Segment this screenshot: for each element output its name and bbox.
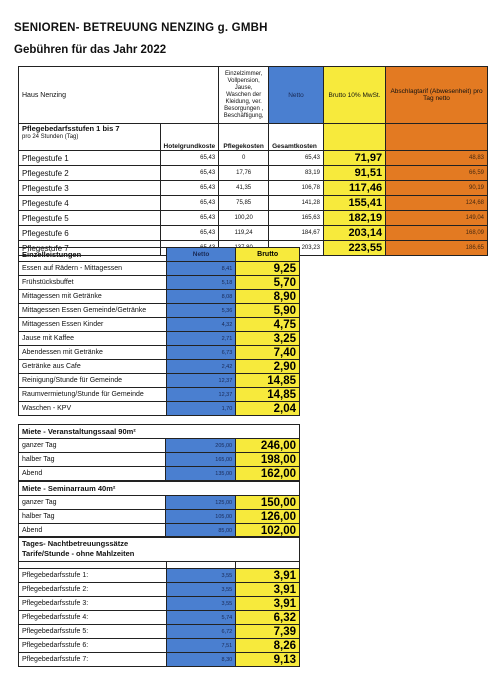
saal-brutto-value: 198,00 [236, 453, 300, 467]
einzelleistung-row [19, 360, 300, 374]
col-hotel-header: Hotelgrundkoste [160, 124, 219, 151]
einzelleistung-brutto-value: 2,04 [236, 402, 300, 416]
einzelleistung-netto-value: 12,37 [166, 388, 235, 402]
abschlag-value: 149,04 [386, 211, 488, 226]
care-columns-row [19, 124, 488, 151]
care-level-row [19, 226, 488, 241]
einzelleistung-brutto-value: 7,40 [236, 346, 300, 360]
document-title: SENIOREN- BETREUUNG NENZING g. GMBH [14, 22, 268, 34]
care-level-row [19, 211, 488, 226]
nacht-label: Pflegebedarfsstufe 2: [19, 583, 167, 597]
total-cost-value: 106,78 [269, 181, 324, 196]
nacht-row [19, 625, 300, 639]
einzelleistung-row [19, 332, 300, 346]
total-cost-value: 65,43 [269, 151, 324, 166]
einzelleistung-row [19, 318, 300, 332]
saal-netto-value: 135,00 [166, 467, 236, 481]
einzelleistung-label: Mittagessen Essen Kinder [19, 318, 167, 332]
einzelleistung-label: Frühstücksbuffet [19, 276, 167, 290]
einzelleistung-label: Mittagessen mit Getränke [19, 290, 167, 304]
saal-brutto-value: 162,00 [236, 467, 300, 481]
nacht-netto-value: 7,51 [166, 639, 236, 653]
einzelleistung-brutto-value: 14,85 [236, 388, 300, 402]
col-pflege-header: Pflegekosten [219, 124, 269, 151]
total-cost-value: 184,67 [269, 226, 324, 241]
einzelleistung-label: Jause mit Kaffee [19, 332, 167, 346]
care-level-label: Pflegestufe 4 [19, 196, 161, 211]
einzelleistung-netto-value: 6,73 [166, 346, 235, 360]
seminar-label: ganzer Tag [19, 496, 166, 510]
seminar-brutto-value: 126,00 [236, 510, 300, 524]
care-level-label: Pflegestufe 6 [19, 226, 161, 241]
brutto-value: 203,14 [323, 226, 385, 241]
seminarraum-table [18, 481, 300, 538]
einzelleistungen-netto-header: Netto [166, 248, 235, 262]
einzelleistung-row [19, 290, 300, 304]
saal-label: Abend [19, 467, 166, 481]
total-cost-value: 203,23 [269, 241, 324, 256]
seminar-brutto-value: 150,00 [236, 496, 300, 510]
einzelleistung-row [19, 304, 300, 318]
nacht-netto-value: 5,74 [166, 611, 236, 625]
nacht-netto-value: 8,30 [166, 653, 236, 667]
total-cost-value: 165,63 [269, 211, 324, 226]
veranstaltungssaal-table [18, 424, 300, 481]
einzelleistung-label: Mittagessen Essen Gemeinde/Getränke [19, 304, 167, 318]
care-table-header-row [19, 67, 488, 124]
hotel-cost-value: 65,43 [160, 226, 219, 241]
abschlag-value: 124,68 [386, 196, 488, 211]
nacht-brutto-value: 3,91 [236, 569, 300, 583]
nacht-netto-value: 3,55 [166, 583, 236, 597]
nacht-brutto-value: 6,32 [236, 611, 300, 625]
nachtbetreuung-table [18, 536, 300, 667]
brutto-value: 117,46 [323, 181, 385, 196]
care-level-label: Pflegestufe 7 [19, 241, 161, 256]
nacht-row [19, 597, 300, 611]
nachtbetreuung-title: Tages- Nachtbetreuungssätze [22, 539, 129, 548]
einzelleistung-brutto-value: 8,90 [236, 290, 300, 304]
einzelleistung-brutto-value: 9,25 [236, 262, 300, 276]
care-level-label: Pflegestufe 3 [19, 181, 161, 196]
einzelleistung-netto-value: 12,37 [166, 374, 235, 388]
nacht-brutto-value: 9,13 [236, 653, 300, 667]
hotel-cost-value: 65,43 [160, 196, 219, 211]
seminar-row [19, 510, 300, 524]
einzelleistung-row [19, 374, 300, 388]
einzelleistung-brutto-value: 5,70 [236, 276, 300, 290]
nacht-label: Pflegebedarfsstufe 5: [19, 625, 167, 639]
nacht-label: Pflegebedarfsstufe 1: [19, 569, 167, 583]
care-level-row [19, 181, 488, 196]
nacht-brutto-value: 3,91 [236, 583, 300, 597]
care-level-table [18, 66, 488, 256]
nacht-row [19, 569, 300, 583]
house-name: Haus Nenzing [19, 67, 219, 124]
einzelleistung-netto-value: 2,42 [166, 360, 235, 374]
total-cost-value: 83,19 [269, 166, 324, 181]
care-section-title: Pflegebedarfsstufen 1 bis 7 [22, 124, 120, 133]
nacht-label: Pflegebedarfsstufe 6: [19, 639, 167, 653]
abschlag-value: 48,83 [386, 151, 488, 166]
nacht-label: Pflegebedarfsstufe 4: [19, 611, 167, 625]
nacht-netto-value: 3,55 [166, 569, 236, 583]
seminarraum-title: Miete - Seminarraum 40m² [19, 482, 300, 496]
einzelleistung-label: Abendessen mit Getränke [19, 346, 167, 360]
saal-label: ganzer Tag [19, 439, 166, 453]
care-level-label: Pflegestufe 5 [19, 211, 161, 226]
seminar-netto-value: 125,00 [166, 496, 236, 510]
nacht-netto-value: 3,55 [166, 597, 236, 611]
einzelleistung-label: Waschen - KPV [19, 402, 167, 416]
einzelleistung-brutto-value: 14,85 [236, 374, 300, 388]
einzelleistung-brutto-value: 3,25 [236, 332, 300, 346]
abschlag-value: 90,19 [386, 181, 488, 196]
brutto-value: 91,51 [323, 166, 385, 181]
einzelleistung-netto-value: 5,36 [166, 304, 235, 318]
abschlag-value: 186,65 [386, 241, 488, 256]
einzelleistung-row [19, 276, 300, 290]
seminar-brutto-value: 102,00 [236, 524, 300, 538]
nacht-brutto-value: 3,91 [236, 597, 300, 611]
einzelleistungen-table [18, 247, 300, 416]
nacht-brutto-value: 7,39 [236, 625, 300, 639]
hotel-cost-value: 65,43 [160, 211, 219, 226]
saal-row [19, 467, 300, 481]
abschlag-value: 168,09 [386, 226, 488, 241]
col-gesamt-header: Gesamtkosten [269, 124, 324, 151]
einzelleistung-row [19, 388, 300, 402]
brutto-value: 223,55 [323, 241, 385, 256]
einzelleistung-label: Raumvermietung/Stunde für Gemeinde [19, 388, 167, 402]
care-cost-value: 0 [219, 151, 269, 166]
care-level-row [19, 151, 488, 166]
brutto-value: 182,19 [323, 211, 385, 226]
brutto-value: 71,97 [323, 151, 385, 166]
nacht-brutto-value: 8,26 [236, 639, 300, 653]
nachtbetreuung-subtitle: Tarife/Stunde - ohne Mahlzeiten [22, 549, 135, 558]
brutto-value: 155,41 [323, 196, 385, 211]
einzelleistung-netto-value: 5,18 [166, 276, 235, 290]
einzelleistung-netto-value: 8,08 [166, 290, 235, 304]
care-level-row [19, 166, 488, 181]
einzelleistung-netto-value: 2,71 [166, 332, 235, 346]
einzelleistungen-header-row [19, 248, 300, 262]
einzelleistung-brutto-value: 5,90 [236, 304, 300, 318]
einzelleistung-netto-value: 4,32 [166, 318, 235, 332]
care-cost-value: 75,85 [219, 196, 269, 211]
hotel-cost-value: 65,43 [160, 181, 219, 196]
nacht-label: Pflegebedarfsstufe 7: [19, 653, 167, 667]
seminar-netto-value: 85,00 [166, 524, 236, 538]
saal-brutto-value: 246,00 [236, 439, 300, 453]
netto-header: Netto [269, 67, 324, 124]
nacht-row [19, 583, 300, 597]
care-section-subtitle: pro 24 Stunden (Tag) [22, 134, 79, 140]
included-services-note: Einzelzimmer, Vollpension, Jause, Waschen der Kleidung, ver. Besorgungen , Beschäftigung, [223, 70, 264, 119]
brutto-header: Brutto 10% MwSt. [328, 91, 381, 99]
hotel-cost-value: 65,43 [160, 166, 219, 181]
einzelleistung-brutto-value: 4,75 [236, 318, 300, 332]
care-level-row [19, 196, 488, 211]
einzelleistung-label: Getränke aus Cafe [19, 360, 167, 374]
einzelleistung-netto-value: 8,41 [166, 262, 235, 276]
einzelleistung-netto-value: 1,70 [166, 402, 235, 416]
saal-netto-value: 165,00 [166, 453, 236, 467]
hotel-cost-value: 65,43 [160, 151, 219, 166]
saal-row [19, 453, 300, 467]
einzelleistung-row [19, 262, 300, 276]
care-cost-value: 100,20 [219, 211, 269, 226]
nacht-netto-value: 6,72 [166, 625, 236, 639]
seminar-netto-value: 105,00 [166, 510, 236, 524]
care-cost-value: 17,76 [219, 166, 269, 181]
einzelleistung-label: Reinigung/Stunde für Gemeinde [19, 374, 167, 388]
nacht-row [19, 653, 300, 667]
einzelleistungen-title: Einzelleistungen [19, 248, 167, 262]
care-level-label: Pflegestufe 1 [19, 151, 161, 166]
einzelleistung-row [19, 402, 300, 416]
saal-label: halber Tag [19, 453, 166, 467]
care-cost-value: 119,24 [219, 226, 269, 241]
seminar-row [19, 496, 300, 510]
einzelleistung-row [19, 346, 300, 360]
nacht-row [19, 639, 300, 653]
seminar-label: halber Tag [19, 510, 166, 524]
einzelleistung-brutto-value: 2,90 [236, 360, 300, 374]
seminar-label: Abend [19, 524, 166, 538]
nacht-label: Pflegebedarfsstufe 3: [19, 597, 167, 611]
veranstaltungssaal-title: Miete - Veranstaltungssaal 90m² [19, 425, 300, 439]
care-level-label: Pflegestufe 2 [19, 166, 161, 181]
einzelleistung-label: Essen auf Rädern - Mittagessen [19, 262, 167, 276]
einzelleistungen-brutto-header: Brutto [236, 248, 300, 262]
document-subtitle: Gebühren für das Jahr 2022 [14, 44, 167, 56]
abschlag-value: 66,59 [386, 166, 488, 181]
saal-row [19, 439, 300, 453]
care-cost-value: 41,35 [219, 181, 269, 196]
total-cost-value: 141,28 [269, 196, 324, 211]
nacht-row [19, 611, 300, 625]
abschlag-header: Abschlagtarif (Abwesenheit) pro Tag netto [390, 88, 483, 102]
saal-netto-value: 205,00 [166, 439, 236, 453]
